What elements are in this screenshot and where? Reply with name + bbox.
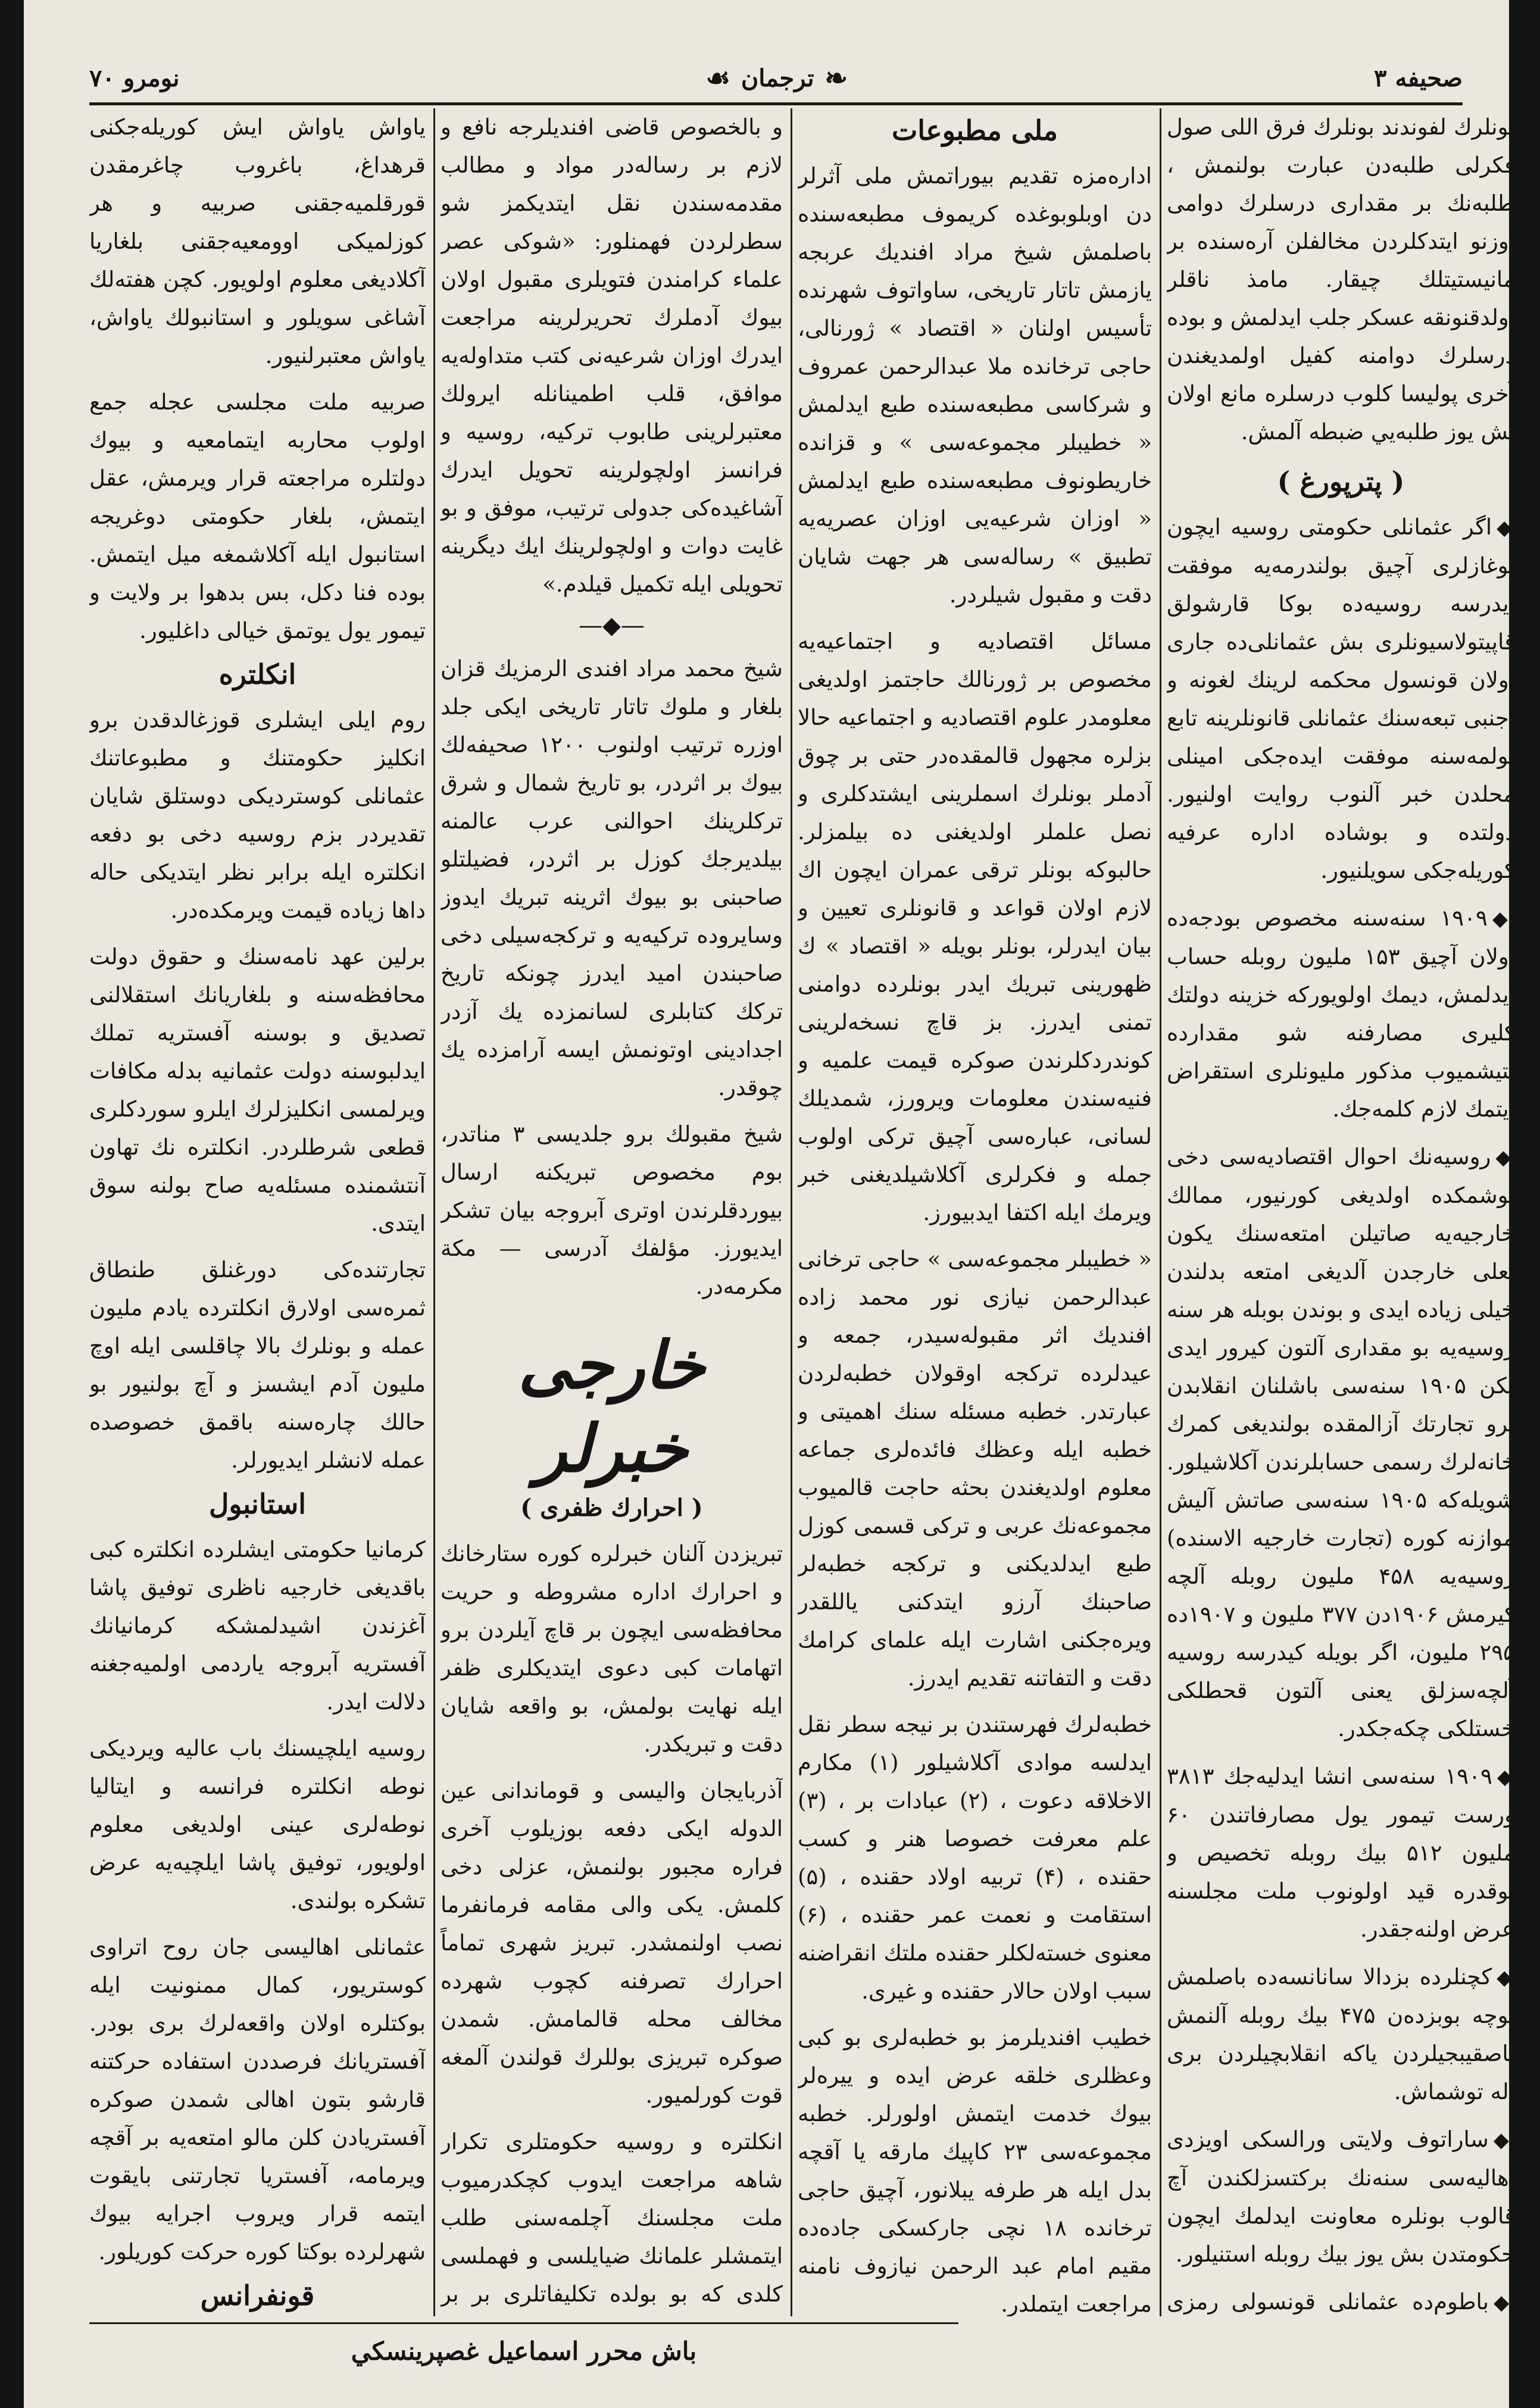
column-rule (791, 108, 792, 2316)
continuation-article (1167, 108, 1515, 451)
scan-edge-left (0, 0, 24, 2408)
conference-heading: قونفرانس (200, 2279, 315, 2312)
foreign-news-title: خارجی خبرلر (518, 1327, 705, 1487)
news-item-text: ۱۹۰۹ سنه‌سنه مخصوص بودجه‌ده اولان آچيق ۱۵۳ مليون روبله حساب ايدلمش، ديمك اولويوركه خزينه دولتك كليری مصارفنه شو مقدارده يتيشميوب مذكور مليونلری استقراض ايتمك لازم كلمه‌جك. (1167, 905, 1515, 1122)
diamond-bullet-icon: ◆ (1492, 907, 1515, 931)
paragraph: شيخ مقبولك برو جلديسی ۳ مناتدر، بوم مخصوص تبريكنه ارسال بيوردقلرندن اوتری آبروجه بيان تشكر ايديورز. مؤلفك آدرسی — مكة مكرمه‌در. (441, 1121, 783, 1299)
news-item (1167, 1958, 1515, 2111)
paragraph: شيخ محمد مراد افندی الرمزيك قزان بلغار و ملوك تاتار تاريخی ايكی جلد اوزره ترتيب اولنوب ۱۲۰۰ صحيفه‌لك بيوك بر اثردر، بو تاريخ شمال و شرق تركلرينك احوالنی عرب عالمنه بيلديرجك كوزل بر اثردر، فضيلتلو صاحبنی بو بيوك اثرينه تبريك ايدوز وسايروده تركيه‌يه و تركجه‌سيلی دخی صاحبندن اميد ايدرز چونكه تاريخ تركك كتابلری لسانمزده يك آزدر اجدادينی اوتونمش ايسه آرامزده يك چوقدر. (441, 656, 783, 1100)
paragraph: عثمانلی اهاليسی جان روح اتراوی كوستريور، كمال ممنونيت ايله بوكتلره اولان واقعه‌لرك برى بودر. آفستريانك فرصددن استفاده حركتنه قارشو بتون اهالی شمدن صوكره آفستريادن كلن مالو امتعه‌يه بر آقچه ويرمامه، آفستريا تجارتنی بايقوت ايتمه قرار ويروب اجرايه بيوك شهرلرده بوكتا كوره حركت كوريلور. (89, 1934, 426, 2265)
paragraph: ياواش ياواش ايش كوريله‌جكنی قرهداغ، باغروب چاغرمقدن قورقلميه‌جقنی صربيه و هر كوزلميكی اوومعيه‌جقنی بلغاريا آكلاديغی معلوم اولويور. كچن هفته‌لك آشاغی سويلور و استانبولك ياواش، ياواش معتبرلنيور. (89, 114, 426, 368)
diamond-bullet-icon: ◆ (1494, 2291, 1515, 2315)
paragraph: انكلتره و روسيه حكومتلری تكرار شاهه مراجعت ايدوب كچكدرميوب ملت مجلسنك آچلمه‌سنی طلب ايتمشلر علمانك ضيايلسی و فهملسی كلدی كه بو بولده تكليفاتلری بر بر (441, 2129, 783, 2307)
news-item (1167, 508, 1515, 890)
masthead-title: ترجمان (741, 64, 814, 92)
istanbul-heading: استانبول (208, 1488, 307, 1520)
diamond-bullet-icon: ◆ (1497, 1966, 1515, 1990)
news-item (1167, 2283, 1515, 2316)
paragraph: كرمانيا حكومتی ايشلرده انكلتره كبی باقديغی خارجيه ناظری توفيق پاشا آغزندن اشيدلمشكه كرمانيانك آفستريه آبروجه ياردمی اولميه‌جغنه دلالت ايدر. (89, 1537, 426, 1715)
paragraph: صربيه ملت مجلسی عجله جمع اولوب محاربه ايتمامعيه و بيوك دولتلره مراجعته قرار ويرمش، عقل ايتمش، بلغار حكومتی دوغريجه استانبول ايله آكلاشمغه ميل ايتمش. بوده فنا دكل، بس بدهوا بر ولايت و تيمور يول يوتمق خيالی داغليور. (89, 389, 426, 643)
england-heading: انكلتره (218, 658, 296, 690)
diamond-bullet-icon: ◆ (1497, 1765, 1515, 1789)
paragraph: روسيه ايلچيسنك باب عاليه ويرديكی نوطه انكلتره فرانسه و ايتاليا نوطه‌لری عينی اولديغی معلوم اولويور، توفيق پاشا ايلچيه‌يه عرض تشكره بولندی. (89, 1735, 426, 1913)
paragraph: خطبه‌لرك فهرستندن بر نيجه سطر نقل ايدلسه موادی آكلاشيلور (۱) مكارم الاخلاقه دعوت ، (۲) عبادات بر ، (۳) علم معرفت خصوصا هنر و كسب حقنده ، (۴) تربيه اولاد حقنده ، (۵) استقامت و نعمت عمر حقنده ، (۶) معنوی خسته‌لكلر حقنده ملتك انقراضنه سبب اولان حالار حقنده و غيری. (798, 1712, 1152, 2004)
diamond-bullet-icon: ◆ (1497, 516, 1515, 540)
column-right (1167, 108, 1515, 2316)
paragraph: « خطيبلر مجموعه‌سی » حاجی ترخانی عبدالرحمن نيازی نور محمد زاده افنديك اثر مقبوله‌سيدر، جمعه و عيدلرده تركجه اوقولان خطبه‌لردن عبارتدر. خطبه مسئله سنك اهميتی و خطبه ايله وعظك فائده‌لری جماعه معلوم اولديغندن بحثه حاجت قالميوب مجموعه‌نك عربی و تركی قسمی كوزل طبع ايدلديكنی و تركجه خطبه‌لر صاحبنك آرزو ايتدكنی ياللقدر ويره‌جكنی اشارت ايله علمای كرامك دقت و التفاتنه تقديم ايدرز. (798, 1246, 1152, 1691)
news-item-text: ۱۹۰۹ سنه‌سی انشا ايدليه‌جك ۳۸۱۳ ورست تيمور يول مصارفاتندن ۶۰ مليون ۵۱۲ بيك روبله تخصيص و بوقدره قيد اولونوب ملت مجلسنه عرض اولنه‌جقدر. (1167, 1763, 1515, 1942)
diamond-bullet-icon: ◆ (1495, 1146, 1515, 1169)
page-header (89, 57, 1463, 99)
column-mid-left (441, 108, 783, 2316)
diamond-bullet-icon: ◆ (1493, 2128, 1515, 2152)
paragraph: آذربايجان واليسی و قوماندانی عين الدوله ايكی دفعه بوزيلوب آخری فراره مجبور بولنمش، عزلی دخی كلمش. يكی والی مقامه فرمانفرما نصب اولنمشدر. تبريز شهری تماماً احرارك تصرفنه كچوب شهرده مخالف محله قالمامش. شمدن صوكره تبريزی بوللرك قولندن آلمغه قوت كورلميور. (441, 1778, 783, 2108)
paragraph: بونلرك لفوندند بونلرك فرق اللى صول فكرلى طلبه‌دن عبارت بولنمش ، طلبه‌نك بر مقداری درسلرك دوامی اوزنو ایتدكلردن مخالفلن آره‌سنده بر مانیستيتلك چيقار. مامذ ناقلر اولدقنونقه عسكر جلب ايدلمش و بوده درسلرك دوامنه كفيل اولمديغندن آخری پوليسا كلوب درسلره مانع اولان بش يوز طلبه‌يي ضبطه آلمش. (1167, 114, 1515, 445)
header-issue-number: نومرو ۷۰ (89, 64, 180, 92)
news-item (1167, 2121, 1515, 2273)
column-mid-right (798, 108, 1152, 2316)
column-left (89, 108, 426, 2316)
paragraph: روم ايلی ايشلری قوزغالدقدن برو انكليز حكومتنك و مطبوعاتنك عثمانلی كوسترديكی دوستلق شايان تقديردر بزم روسيه دخی بو دفعه انكلتره ايله برابر نظر ايتديكی حاله داها زياده قيمت ويرمكده‌در. (89, 707, 426, 923)
news-item-text: ساراتوف ولايتی ورالسكی اويزدی اهاليه‌سی سنه‌نك بركتسزلكندن آچ قالوب بونلره معاونت ايدلمك ايچون حكومتدن بش يوز بيك روبله استنيلور. (1167, 2126, 1515, 2267)
national-press-heading: ملی مطبوعات (891, 114, 1058, 146)
news-item-text: كچنلرده بزدالا سانانسه‌ده باصلمش بوچه بوبزده‌ن ۴۷۵ بيك روبله آلنمش باصقيبجيلردن ياكه انقلابچيلردن بری اله توشماش. (1167, 1964, 1515, 2104)
header-rule (89, 102, 1463, 105)
paragraph: اداره‌مزه تقديم بيوراتمش ملی آثرلر دن اوبلوبوغده كريموف مطبعه‌سنده باصلمش شيخ مراد افنديك عربجه يازمش تاتار تاريخی، ساواتوف شهرنده تأسيس اولنان « اقتصاد » ژورنالی، حاجی ترخانده ملا عبدالرحمن عمروف و شركاسی مطبعه‌سنده طبع ايدلمش « خطيبلر مجموعه‌سی » و قزانده خاريطونوف مطبعه‌سنده طبع ايدلمش « اوزان شرعيه‌يی اوزان عصريه‌يه تطبيق » رساله‌سی هر جهت شايان دقت و مقبول شيلردر. (798, 163, 1152, 608)
paragraph: تجارتنده‌كی دورغنلق طنطاق ثمره‌سی اولارق انكلترده يادم مليون عمله و بونلرك بالا چاقلسی ايله اوچ مليون آدم ايشسز و آچ بولنيور بو حالك چاره‌سنه باقمق خصوصده عمله لانشلر ايديورلر. (89, 1257, 426, 1473)
paragraph: و بالخصوص قاضی افنديلرجه نافع و لازم بر رساله‌در مواد و مطالب مقدمه‌سندن نقل ايتديكمز شو سطرلردن فهمنلور: «شوكی عصر علماء كرامندن فتويلری مقبول اولان بيوك آدملرك تحريرلرينه مراجعت ايدرك اوزان شرعيه‌نی كتب متداوله‌يه موافق، قلب اطمينانله ايرولك معتبرلرينی طابوب تركيه، روسيه و فرانسز اولچولرينه تحويل ايدرك آشاغيده‌كی جدولی ترتيب، موفق و بو غايت دوات و اولچولرينك ايك ديگرينه تحويلی ايله تكميل قيلدم.» (441, 114, 783, 597)
news-item-text: روسيه‌نك احوال اقتصاديه‌سی دخی توشمكده اولديغی كورنيور، ممالك خارجيه‌يه صاتيلن امتعه‌سنك يكون بعلی خارجدن آلديغی امتعه بدلندن خيلی زياده ايدی و بوندن بوبله هر سنه روسيه‌يه بو مقداری آلتون كيرور ايدی لكن ۱۹۰۵ سنه‌سی باشلنان انقلابدن برو تجارتك آزالمقده بولنديغی كمرك خانه‌لرك رسمی حسابلرندن آكلاشيلور. شويله‌كه ۱۹۰۵ سنه‌سی صاتش آليش موازنه كوره (تجارت خارجيه الاسنده) روسيه‌يه ۴۵۸ مليون روبله آلچه كيرمش ۱۹۰۶دن ۳۷۷ مليون و ۱۹۰۷ده ۲۹۵ مليون، اگر بويله كيدرسه روسيه آلچه‌سزلق يعنی آلتون قحطلكی خستلكی چكه‌جكدر. (1167, 1144, 1515, 1741)
foreign-news-subtitle: ( احرارك ظفری ) (520, 1494, 703, 1522)
paragraph: خطيب افنديلرمز بو خطبه‌لری بو كبی وعظلری خلقه عرض ايده و ييره‌لر بيوك خدمت ايتمش اولورلر. خطبه مجموعه‌سی ۲۳ كاپيك مارقه يا آقچه بدل ايله هر طرفه يبلانور، آچيق حاجی ترخانده ۱۸ نچی جاركسكی جاده‌ده مقيم امام عبد الرحمن نيازوف نامنه مراجعت ايتملدر. (798, 2025, 1152, 2316)
paragraph: مسائل اقتصاديه و اجتماعيه‌يه مخصوص بر ژورنالك حاجتمز اولديغی معلومدر علوم اقتصاديه و اجتماعيه حالا بزلره مجهول قالمقده‌در حتی بر چوق آدملر بونلرك اسملرينی ايشتدكلری و نصل علملر اولديغنی ده بيلمزلر. حالبوكه بونلر ترقی عمران ايچون اك لازم اولان قواعد و قانونلری تعيين و بيان ايدرلر، بونلر بويله « اقتصاد » ك ظهورينی تبريك ايدر بونلرده دوامنی تمنی ايدرز. بز قاچ نسخه‌لرينی كوندردكلرندن صوكره قيمت علميه و فنيه‌سندن معلومات ويرورز، شمديلك لسانی، عباره‌سی آچيق تركی اولوب جمله و فكرلری آكلاشيلديغنی خبر ويرمك ايله اكتفا ايدبيورز. (798, 628, 1152, 1225)
column-rule (1160, 108, 1161, 2316)
news-item (1167, 1757, 1515, 1949)
paragraph: تبريزدن آلنان خبرلره كوره ستارخانك و احرارك اداره مشروطه و حريت محافظه‌سی ايچون بر قاچ آيلردن برو اتهامات كبی دعوی ايتديكلری ظفر ايله نهايت بولمش، بو واقعه شايان دقت و تبريكدر. (441, 1541, 783, 1757)
news-item-text: باطوم‌ده عثمانلی قونسولی رمزی (1167, 2289, 1489, 2315)
paragraph: برلين عهد نامه‌سنك و حقوق دولت محافظه‌سنه و بلغاريانك استقلالنی تصديق و بوسنه آفستريه تملك ايدلبوسنه دولت عثمانيه بدله مكافات ويرلمسی انكليزلرك ايلرو سوردكلری قطعی شرطلردر. انكلتره نك تهاون آنتشمنده مسئله‌يه صاح بولنه سوق ايتدی. (89, 944, 426, 1236)
header-masthead (706, 62, 848, 94)
news-item (1167, 1138, 1515, 1748)
footer-rule (89, 2322, 958, 2324)
petersburg-heading: ( پترپورغ ) (1277, 465, 1405, 498)
column-rule (433, 108, 435, 2316)
footer-editor: باش محرر اسماعيل غصپرينسكي (351, 2336, 697, 2366)
ornament-icon: ☙ (705, 62, 730, 94)
separator-icon: —◆— (579, 612, 645, 639)
ornament-icon: ❧ (824, 62, 848, 94)
news-item-text: اگر عثمانلی حكومتی روسيه ايچون بوغازلری آچيق بولندرمه‌يه موفقت ايدرسه روسيه‌ده بوكا قارشولق قاپيتولاسيونلری بش عثمانلی‌ده جاری اولان قونسول محكمه لرينك لغونه و اجنبی تبعه‌سنك عثمانلی قانونلرينه تابع تولمه‌سنه موفقت ايده‌جكی امينلی محلدن خبر آلنوب روايت اولنيور. دولتده و بوشاده اداره عرفيه كوريله‌جكی سويلنيور. (1167, 514, 1515, 883)
news-item (1167, 899, 1515, 1128)
header-page-number: صحيفه ۳ (1374, 64, 1463, 92)
